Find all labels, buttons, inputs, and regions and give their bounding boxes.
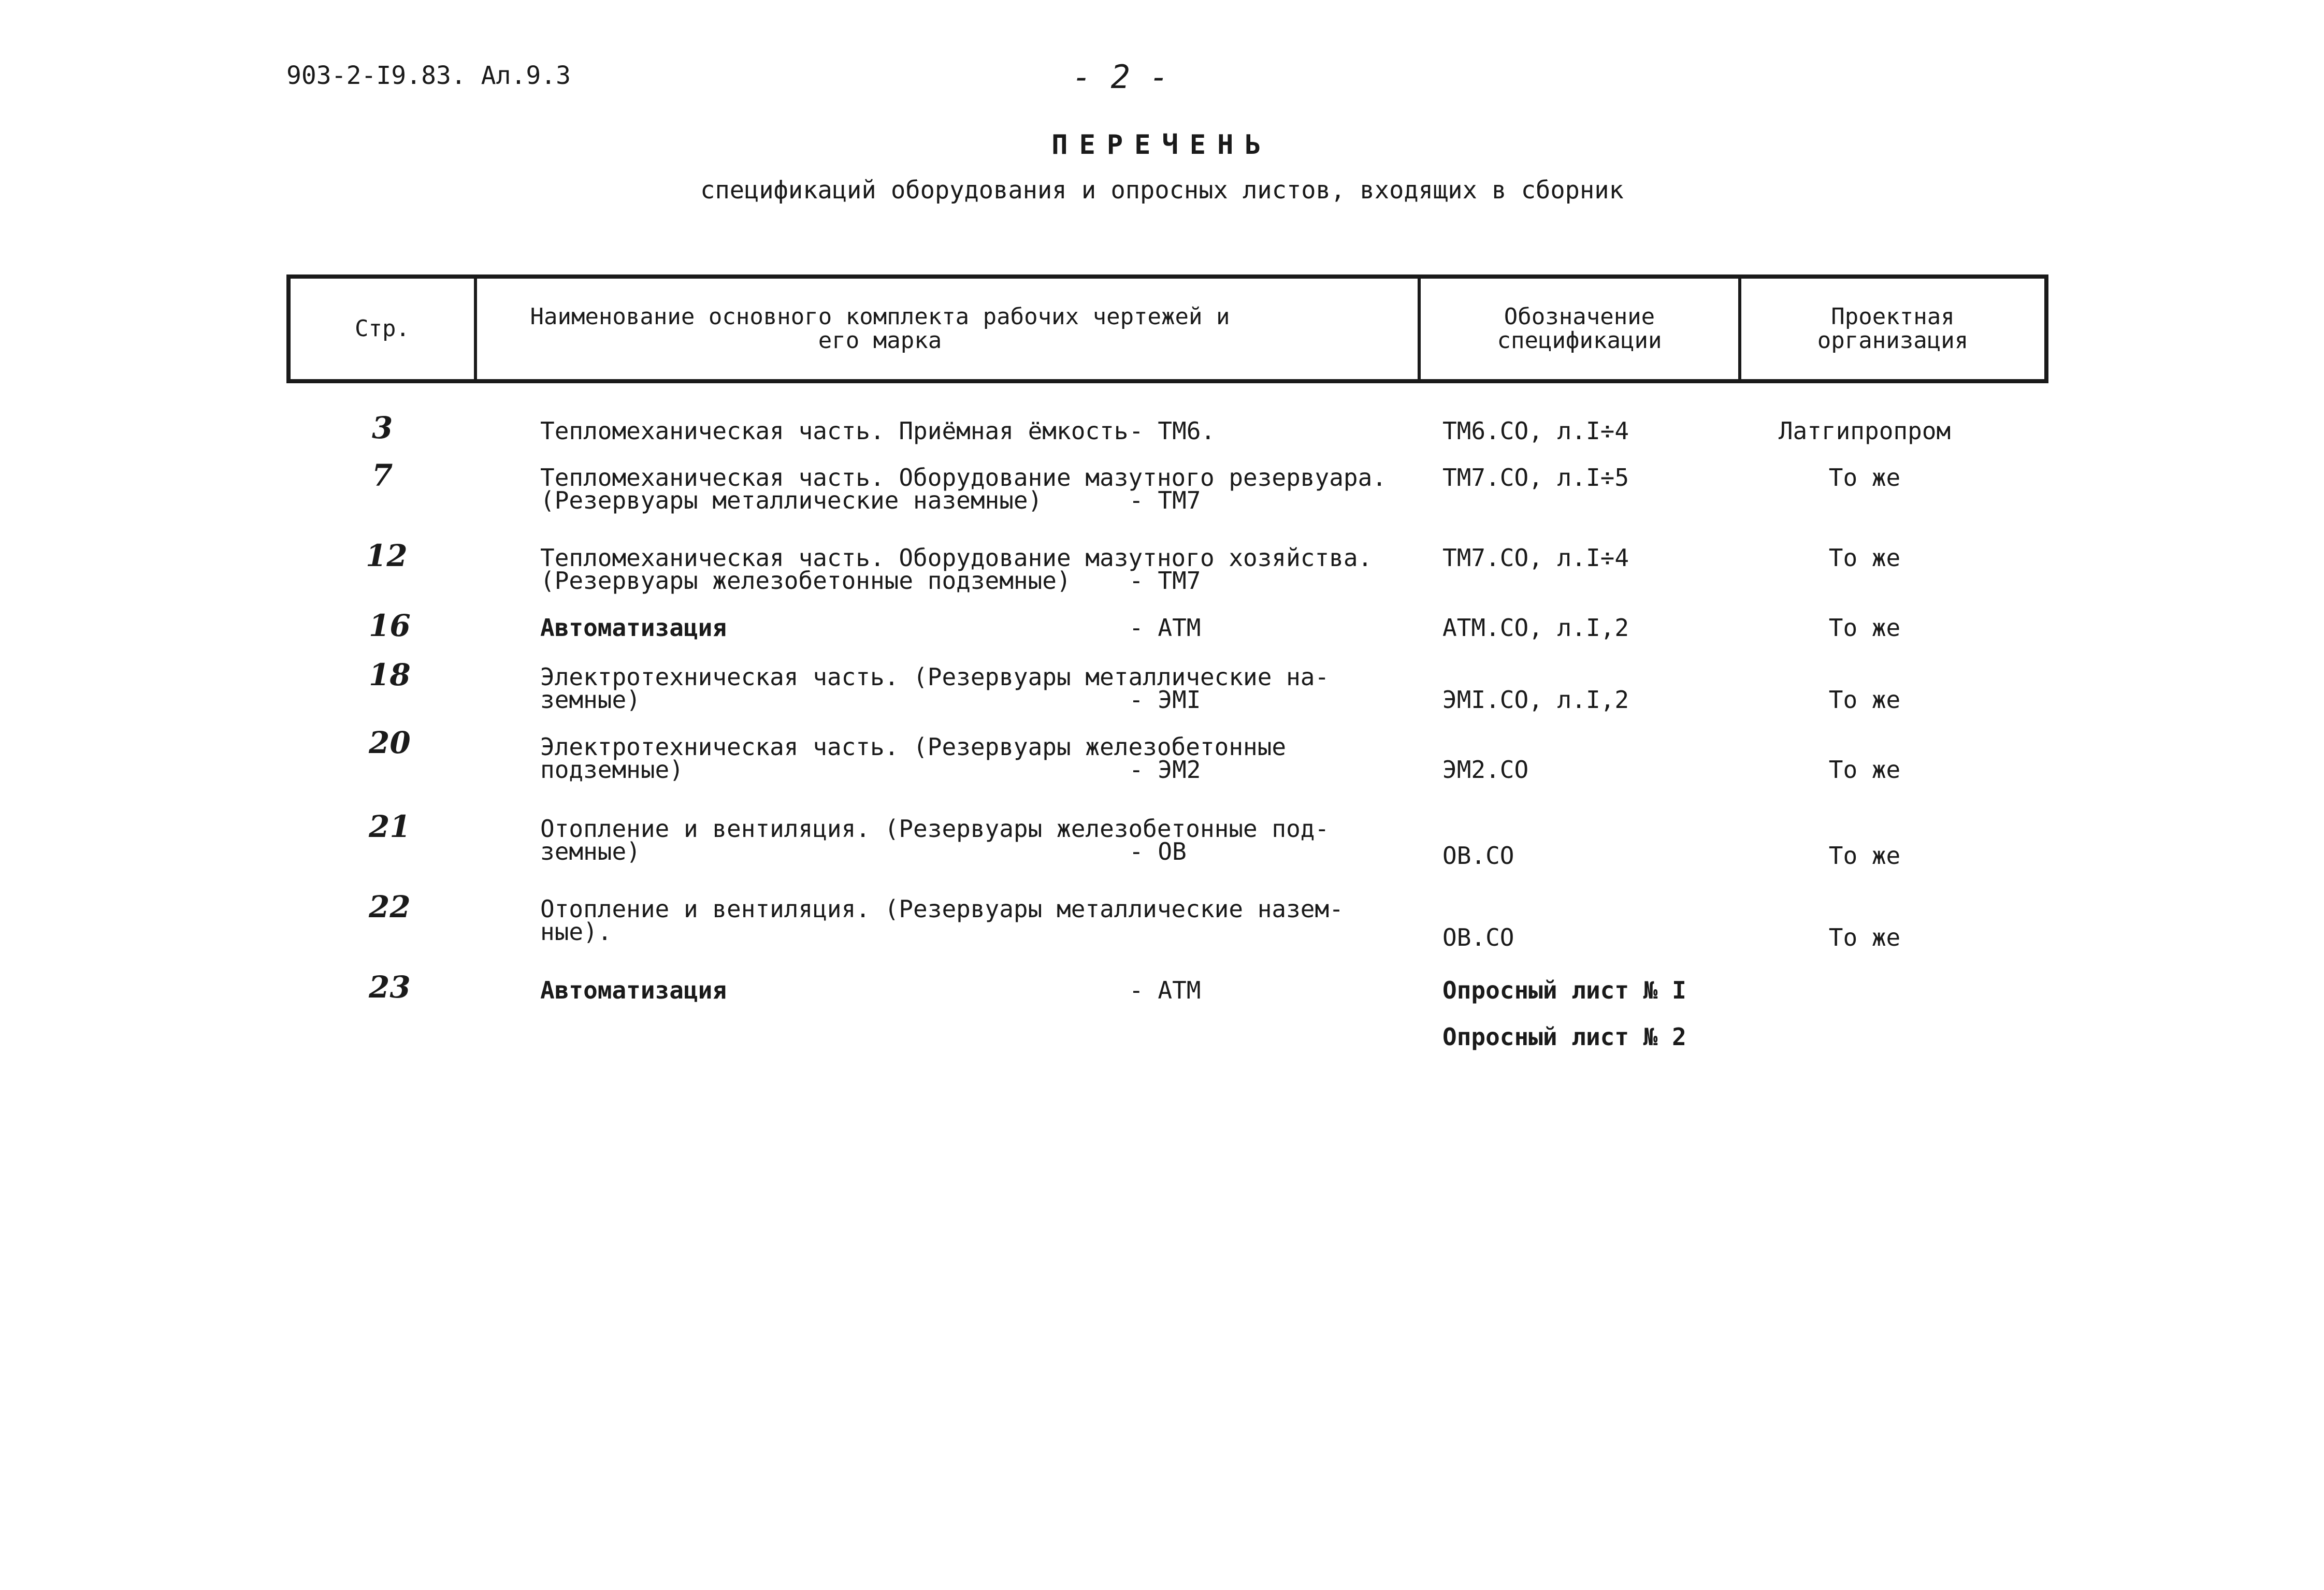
table-row <box>0 809 2324 870</box>
row-org: То же <box>1828 842 1901 870</box>
table-row <box>0 458 2324 518</box>
page-title: ПЕРЕЧЕНЬ <box>1051 129 1273 161</box>
row-spec: ОВ.СО <box>1442 923 1514 951</box>
header-page: Стр. <box>355 315 410 342</box>
row-page: 20 <box>369 725 411 760</box>
table-row <box>0 889 2324 951</box>
row-name: Электротехническая часть. (Резервуары железобетонные подземные) <box>540 733 1287 784</box>
row-page: 3 <box>372 410 393 445</box>
row-page: 22 <box>369 889 411 924</box>
row-page: 23 <box>369 970 411 1005</box>
row-org: То же <box>1828 464 1901 492</box>
row-name: Тепломеханическая часть. Оборудование мазутного хозяйства. (Резервуары железобетонные подземные) <box>540 544 1373 595</box>
row-mark: - АТМ <box>1129 614 1201 642</box>
row-name: Отопление и вентиляция. (Резервуары металлические назем- ные). <box>540 895 1344 946</box>
row-spec: Опросный лист № I Опросный лист № 2 <box>1442 976 1686 1051</box>
row-name: Автоматизация <box>540 976 727 1004</box>
row-org: То же <box>1828 614 1901 642</box>
row-page: 16 <box>369 608 411 643</box>
page-subtitle: спецификаций оборудования и опросных листов, входящих в сборник <box>700 176 1624 205</box>
header-name: Наименование основного комплекта рабочих чертежей и его марка <box>530 303 1230 354</box>
document-code: 903-2-I9.83. Ал.9.3 <box>286 61 571 90</box>
row-page: 21 <box>369 809 411 844</box>
row-org: То же <box>1828 923 1901 951</box>
row-page: 7 <box>372 458 393 493</box>
row-spec: АТМ.СО, л.I,2 <box>1442 614 1629 642</box>
table-row <box>0 410 2324 451</box>
row-spec: ТМ7.СО, л.I÷5 <box>1442 464 1629 492</box>
row-org: Латгипропром <box>1778 417 1951 445</box>
row-name: Отопление и вентиляция. (Резервуары железобетонные под- земные) <box>540 815 1330 865</box>
row-page: 12 <box>366 538 408 573</box>
row-mark: - ТМ7 <box>1129 486 1201 514</box>
row-mark: - ЭМ2 <box>1129 756 1201 784</box>
row-spec: ЭМI.СО, л.I,2 <box>1442 686 1629 714</box>
row-org: То же <box>1828 544 1901 572</box>
row-spec: ТМ6.СО, л.I÷4 <box>1442 417 1629 445</box>
row-name: Тепломеханическая часть. Приёмная ёмкость <box>540 417 1129 445</box>
row-spec: ЭМ2.СО <box>1442 756 1529 784</box>
row-org: То же <box>1828 756 1901 784</box>
row-mark: - АТМ <box>1129 976 1201 1004</box>
row-name: Тепломеханическая часть. Оборудование мазутного резервуара. (Резервуары металлические наземные) <box>540 464 1387 514</box>
table-row <box>0 725 2324 787</box>
table-row <box>0 608 2324 647</box>
row-mark: - ТМ6. <box>1129 417 1216 445</box>
row-name: Электротехническая часть. (Резервуары металлические на- земные) <box>540 663 1330 714</box>
header-org: Проектная организация <box>1817 303 1969 354</box>
page-number: - 2 - <box>1072 58 1169 96</box>
row-spec: ОВ.СО <box>1442 842 1514 870</box>
header-spec: Обозначение спецификации <box>1497 303 1662 354</box>
row-mark: - ТМ7 <box>1129 567 1201 595</box>
row-spec: ТМ7.СО, л.I÷4 <box>1442 544 1629 572</box>
table-row <box>0 970 2324 1062</box>
table-row <box>0 657 2324 717</box>
table-row <box>0 538 2324 598</box>
row-page: 18 <box>369 657 411 692</box>
row-mark: - ЭМI <box>1129 686 1201 714</box>
row-name: Автоматизация <box>540 614 727 642</box>
row-mark: - ОВ <box>1129 837 1187 865</box>
row-org: То же <box>1828 686 1901 714</box>
table-header <box>286 274 2048 383</box>
